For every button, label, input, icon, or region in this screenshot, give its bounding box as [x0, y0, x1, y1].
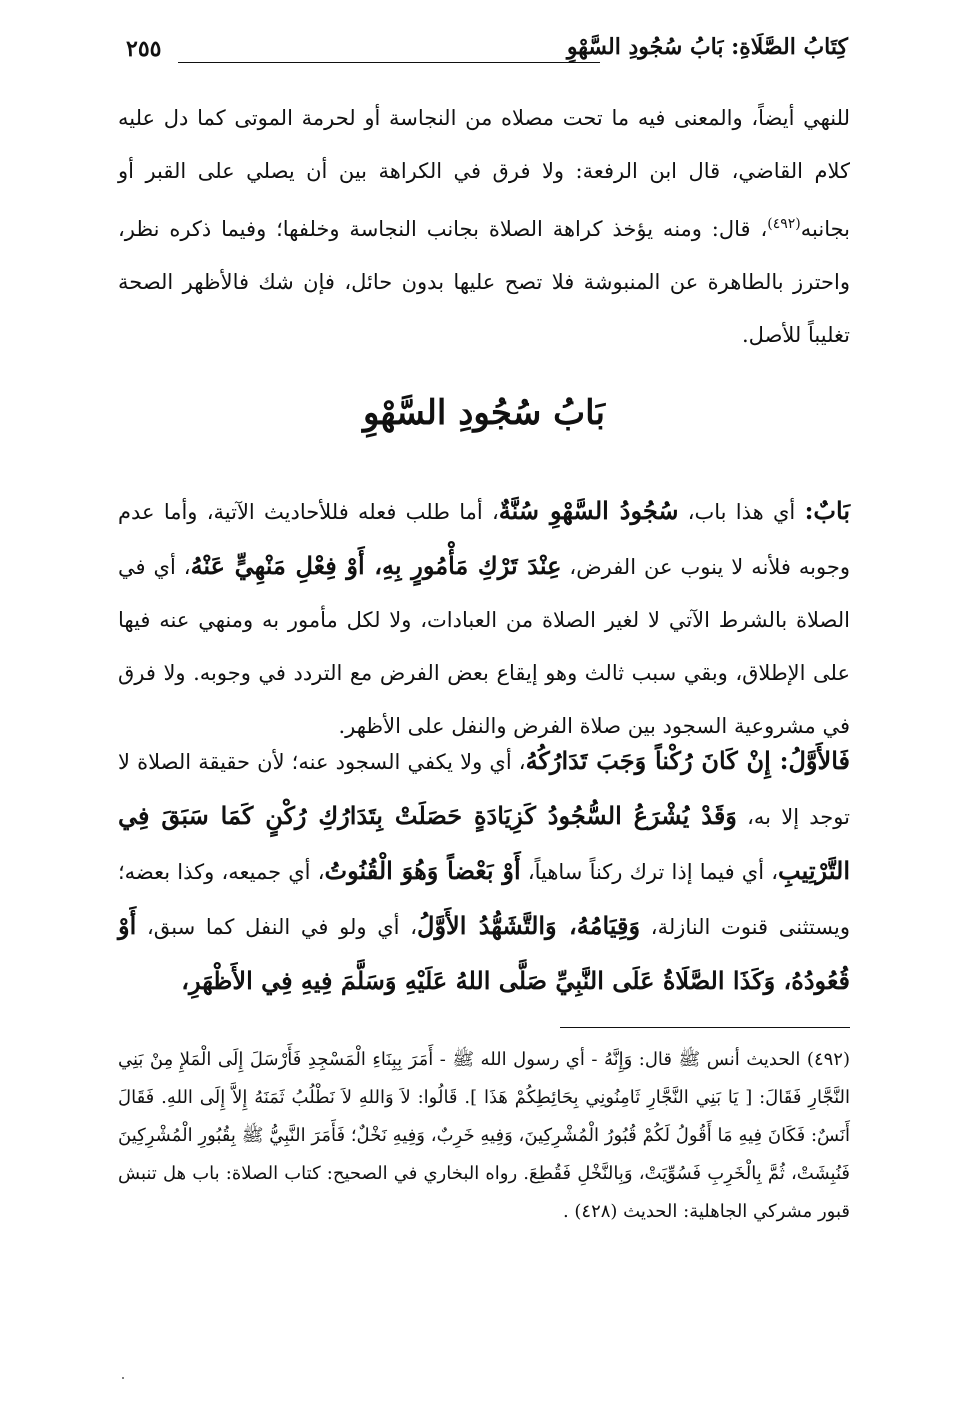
footnote-492	[118, 1041, 850, 1231]
matn-text: سُجُودُ السَّهْوِ سُنَّةٌ	[498, 496, 679, 525]
matn-text: أَوْ قُعُودُهُ، وَكَذَا الصَّلَاةُ عَلَى النَّبِيِّ صَلَّى اللهُ عَلَيْهِ وَسَلَّمَ فِيهِ فِي الأَظْهَرِ،	[118, 911, 850, 995]
matn-text: وَقَدْ يُشْرَعُ السُّجُودُ كَزِيَادَةٍ حَصَلَتْ بِتَدَارُكِ رُكْنٍ كَمَا سَبَقَ فِي التَّرْتِيبِ	[118, 801, 850, 885]
footnote-text: الحديث أنس ﷺ قال: وَإِنَّهُ - أي رسول الله ﷺ - أَمَرَ بِبِنَاءِ الْمَسْجِدِ فَأَرْسَلَ إِلَى الْمَلإِ مِنْ بَنِي النَّجَّارِ فَقَالَ: [ يَا بَنِي النَّجَّارِ ثَامِنُونِي بِحَائِطِكُمْ هَذَا ]. قَالُوا: لاَ وَاللهِ لاَ نَطْلُبُ ثَمَنَهُ إِلاَّ إِلَى اللهِ. فَقَالَ أَنَسٌ: فَكَانَ فِيهِ مَا أَقُولُ لَكُمْ قُبُورُ الْمُشْرِكِينَ، وَفِيهِ خَرِبٌ، وَفِيهِ نَخْلٌ؛ فَأَمَرَ النَّبِيُّ ﷺ بِقُبُورِ الْمُشْرِكِينَ فَنُبِشَتْ، ثُمَّ بِالْخَرِبِ فَسُوِّيَتْ، وَبِالنَّخْلِ فَقُطِعَ. رواه البخاري في الصحيح: كتاب الصلاة: باب هل تنبش قبور مشركي الجاهلية: الحديث (٤٢٨) .	[118, 1049, 850, 1222]
intro-text-continued: ، قال: ومنه يؤخذ كراهة الصلاة بجانب النجاسة وخلفها؛ وفيما ذكره نظر، واحترز بالطاهرة عن المنبوشة فلا تصح عليها بدون حائل، فإن شك فالأظهر الصحة تغليباً للأصل.	[118, 217, 850, 347]
chapter-title: بَابُ سُجُودِ السَّهْوِ	[362, 393, 606, 433]
matn-text: أَوْ بَعْضاً وَهُوَ الْقُنُوتُ	[324, 856, 521, 885]
intro-text: للنهي أيضاً، والمعنى فيه ما تحت مصلاه من النجاسة أو لحرمة الموتى كما دل عليه كلام القاضي، قال ابن الرفعة: ولا فرق في الكراهة بين أن يصلي على القبر أو بجانبه	[118, 106, 850, 241]
matn-text: وَقِيَامُهُ، وَالتَّشَهُّدُ الأَوَّلُ	[417, 911, 641, 940]
commentary-text: ، أي فيما إذا ترك ركناً ساهياً،	[520, 860, 779, 884]
matn-text: فَالأَوَّلُ: إِنْ كَانَ رُكْناً وَجَبَ تَدَارُكُهُ	[525, 746, 850, 775]
commentary-text: أي هذا باب،	[678, 500, 805, 524]
commentary-text: ، أما طلب فعله فللأحاديث الآتية، وأما عدم وجوبه فلأنه لا ينوب عن الفرض،	[118, 500, 850, 579]
intro-paragraph	[118, 92, 850, 362]
matn-text: عِنْدَ تَرْكِ مَأْمُورٍ بِهِ، أَوْ فِعْلِ مَنْهِيٍّ عَنْهُ	[190, 551, 562, 580]
paragraph-first-cause	[118, 734, 850, 1009]
commentary-text: ، أي في الصلاة بالشرط الآتي لا لغير الصلاة من العبادات، ولا لكل مأمور به ومنهي عنه فيها على الإطلاق، وبقي سبب ثالث وهو إيقاع بعض الفرض مع التردد في وجوبه. ولا فرق في مشروعية السجود بين صلاة الفرض والنفل على الأظهر.	[118, 555, 850, 738]
commentary-text: ، أي ولا يكفي السجود عنه؛ لأن حقيقة الصلاة لا توجد إلا به،	[118, 750, 850, 829]
footnote-number: (٤٩٢)	[806, 1049, 850, 1070]
paragraph-definition	[118, 484, 850, 753]
footnote-reference[interactable]: (٤٩٢)	[767, 216, 801, 232]
running-header	[126, 30, 848, 74]
running-header-title: كِتَابُ الصَّلَاةِ: بَابُ سُجُودِ السَّهْوِ	[566, 34, 848, 60]
scan-speck	[122, 1377, 124, 1379]
commentary-text: ، أي ولو في النفل كما سبق،	[136, 915, 417, 939]
footnote-separator	[560, 1027, 850, 1028]
commentary-text: ، أي جميعه، وكذا بعضه؛ ويستثنى قنوت النازلة،	[118, 860, 850, 939]
page-number: ٢٥٥	[126, 36, 162, 62]
matn-term: بَابٌ:	[804, 496, 851, 525]
header-rule	[178, 62, 600, 63]
